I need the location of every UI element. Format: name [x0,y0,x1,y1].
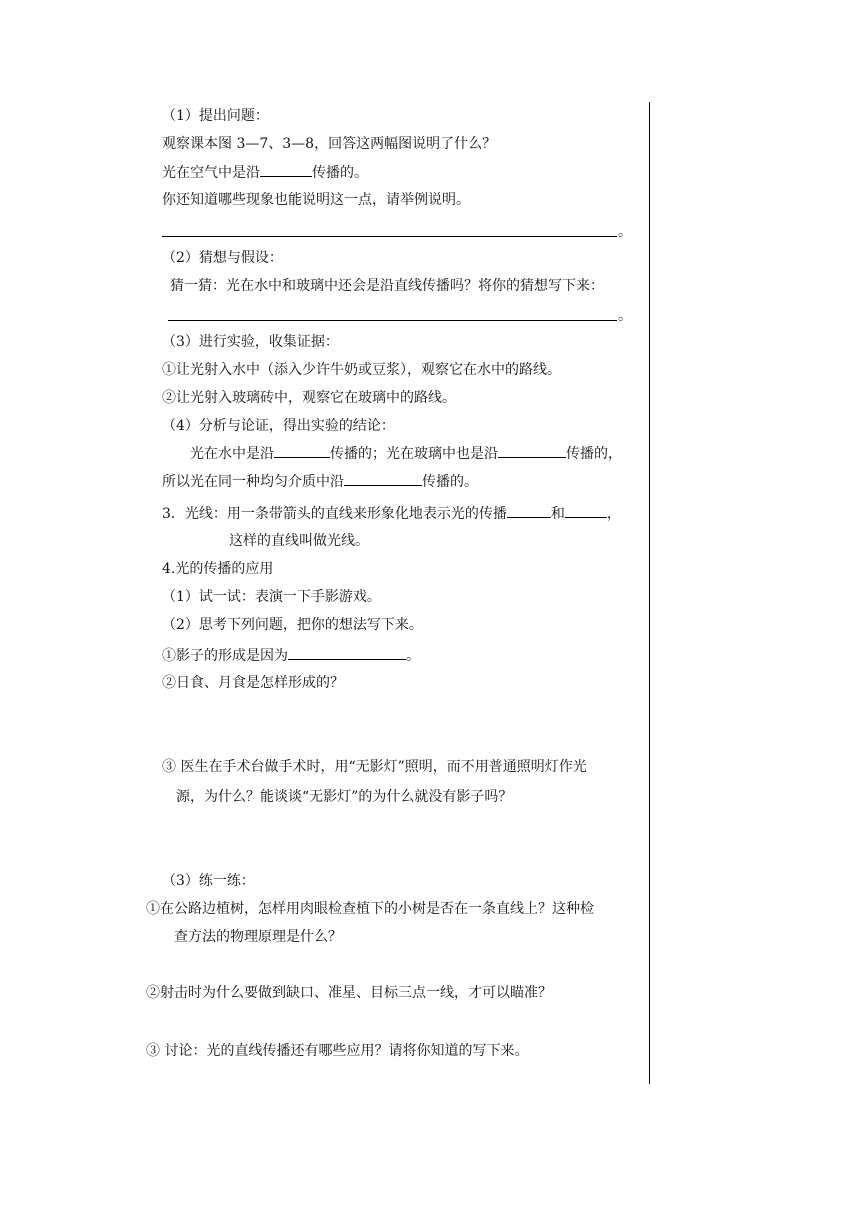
question-shadow [162,645,420,666]
question-guess: 猜一猜：光在水中和玻璃中还会是沿直线传播吗？将你的猜想写下来： [170,278,604,294]
light-ray-c: ， [606,506,621,522]
margin-rule [649,102,650,1084]
answer-line-examples[interactable] [162,236,617,237]
question-figures: 观察课本图 3—7、3—8，回答这两幅图说明了什么？ [162,136,497,152]
question-examples: 你还知道哪些现象也能说明这一点，请举例说明。 [162,192,470,208]
answer-blank-medium[interactable] [344,471,422,486]
answer-blank-glass[interactable] [498,443,566,458]
experiment-item-1: ①让光射入水中（添入少许牛奶或豆浆），观察它在水中的路线。 [162,362,561,378]
application-try: （1）试一试：表演一下手影游戏。 [162,589,381,605]
answer-blank-path[interactable] [565,503,607,518]
conclusion-1b: 传播的；光在玻璃中也是沿 [330,446,498,462]
light-ray-definition-cont: 这样的直线叫做光线。 [229,533,369,549]
question-shadowless-lamp-2: 源，为什么？能谈谈“无影灯”的为什么就没有影子吗？ [176,789,513,805]
question-shadowless-lamp-1: ③ 医生在手术台做手术时，用“无影灯”照明，而不用普通照明灯作光 [162,759,587,775]
light-ray-a: 3．光线：用一条带箭头的直线来形象化地表示光的传播 [162,506,507,522]
question-shadow-pre: ①影子的形成是因为 [162,648,288,664]
section-1-heading: （1）提出问题： [162,108,269,124]
practice-shooting: ②射击时为什么要做到缺口、准星、目标三点一线，才可以瞄准？ [146,985,552,1001]
section-4-heading: （4）分析与论证，得出实验的结论： [162,418,395,434]
conclusion-1a: 光在水中是沿 [190,446,274,462]
conclusion-2b: 传播的。 [422,474,478,490]
applications-heading: 4.光的传播的应用 [162,561,274,577]
section-3-heading: （3）进行实验，收集证据： [162,334,339,350]
question-air [162,162,368,183]
conclusion-1c: 传播的， [566,446,622,462]
answer-blank-air[interactable] [260,162,312,177]
light-ray-b: 和 [550,506,565,522]
conclusion-2a: 所以光在同一种均匀介质中沿 [162,474,344,490]
period-mark: 。 [618,308,632,324]
question-eclipse: ②日食、月食是怎样形成的？ [162,675,344,691]
conclusion-line-1 [190,443,622,464]
answer-line-guess[interactable] [168,320,617,321]
section-2-heading: （2）猜想与假设： [162,250,283,266]
conclusion-line-2 [162,471,478,492]
practice-trees-1: ①在公路边植树，怎样用肉眼检查植下的小树是否在一条直线上？这种检 [146,901,594,917]
period-mark: 。 [618,224,632,240]
answer-blank-water[interactable] [274,443,330,458]
practice-trees-2: 查方法的物理原理是什么？ [174,929,342,945]
answer-blank-direction[interactable] [507,503,551,518]
experiment-item-2: ②让光射入玻璃砖中，观察它在玻璃中的路线。 [162,390,456,406]
answer-blank-shadow[interactable] [288,645,406,660]
question-air-post: 传播的。 [312,165,368,181]
practice-discussion: ③ 讨论：光的直线传播还有哪些应用？请将你知道的写下来。 [146,1043,529,1059]
application-think: （2）思考下列问题，把你的想法写下来。 [162,617,423,633]
question-air-pre: 光在空气中是沿 [162,165,260,181]
light-ray-definition [162,503,621,524]
practice-heading: （3）练一练： [162,873,255,889]
question-shadow-post: 。 [406,648,420,664]
